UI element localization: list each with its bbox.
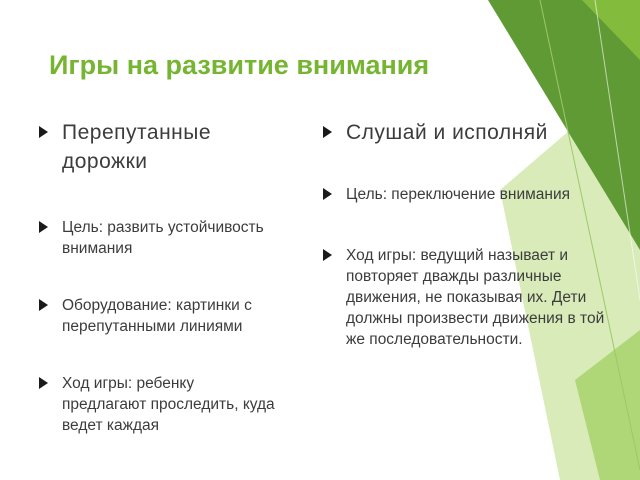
left-heading: Перепутанные дорожки xyxy=(36,118,276,176)
right-heading: Слушай и исполняй xyxy=(320,118,610,147)
right-item-procedure: Ход игры: ведущий называет и повторяет дважды различные движения, не показывая их. Дети должны произвести движения в той же последовательности. xyxy=(320,245,610,350)
right-column xyxy=(320,118,610,390)
left-item-equipment: Оборудование: картинки с перепутанными линиями xyxy=(36,295,276,337)
left-item-procedure: Ход игры: ребенку предлагают проследить, куда ведет каждая xyxy=(36,373,276,436)
slide-title: Игры на развитие внимания xyxy=(49,50,430,80)
left-item-goal: Цель: развить устойчивость внимания xyxy=(36,217,276,259)
right-item-goal: Цель: переключение внимания xyxy=(320,184,610,205)
left-column xyxy=(36,118,276,480)
